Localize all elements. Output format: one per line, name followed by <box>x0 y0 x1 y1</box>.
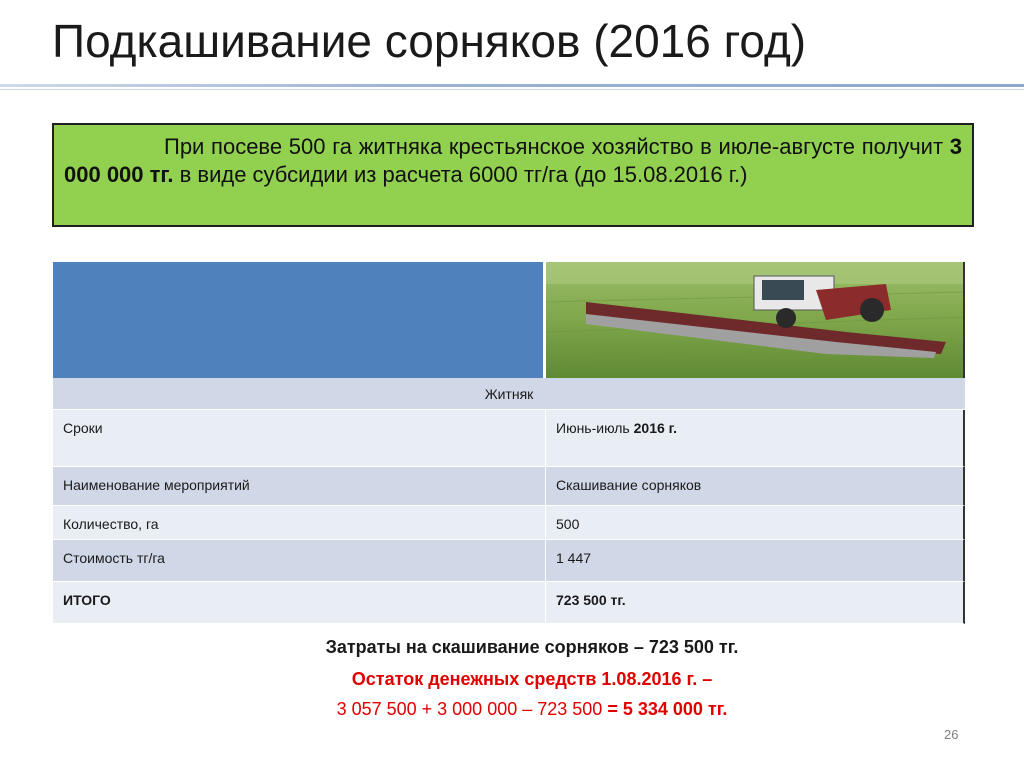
summary-costs: Затраты на скашивание сорняков – 723 500 тг. <box>325 637 739 657</box>
page-number: 26 <box>944 727 959 742</box>
row-value <box>546 506 965 540</box>
section-label: Житняк <box>484 385 534 402</box>
mowing-machine-image <box>546 262 965 378</box>
row-value <box>546 410 965 467</box>
row-value-text: Июнь-июль <box>556 420 634 436</box>
row-label: Сроки <box>53 410 546 467</box>
row-label: Наименование мероприятий <box>53 467 546 506</box>
table-section-row <box>53 378 965 410</box>
row-value-bold: 2016 г. <box>633 420 677 436</box>
calc-plain: 3 057 500 + 3 000 000 – 723 500 <box>336 699 608 719</box>
info-text-part1: При посеве 500 га житняка крестьянское хозяйство в июле-августе получит <box>164 134 950 159</box>
title-divider <box>0 84 1024 87</box>
row-label: Стоимость тг/га <box>53 540 546 582</box>
mowing-machine-photo <box>546 262 965 378</box>
title-divider-thin <box>0 89 1024 90</box>
table-header-row <box>53 262 965 378</box>
row-label: ИТОГО <box>53 582 546 624</box>
row-label: Количество, га <box>53 506 546 540</box>
info-amount: 3 000 000 тг. <box>64 134 962 187</box>
info-text-part2: в виде субсидии из расчета 6000 тг/га (до 15.08.2016 г.) <box>173 162 748 187</box>
table-header-blank-cell <box>53 262 546 378</box>
summary-balance: Остаток денежных средств 1.08.2016 г. – <box>351 669 713 689</box>
row-value-bold: 723 500 тг. <box>556 592 626 608</box>
table-total-row <box>53 582 965 624</box>
row-value <box>546 467 965 506</box>
summary-calculation <box>0 699 1024 720</box>
table-row <box>53 467 965 506</box>
table-row <box>53 540 965 582</box>
subsidy-info-box <box>52 123 974 227</box>
row-value-text: 500 <box>556 516 580 532</box>
table-row <box>53 506 965 540</box>
row-value-text: Скашивание сорняков <box>556 477 702 493</box>
calc-result: = 5 334 000 тг. <box>607 699 728 719</box>
table-row <box>53 410 965 467</box>
slide-title: Подкашивание сорняков (2016 год) <box>52 15 807 67</box>
row-value-text: 1 447 <box>556 550 592 566</box>
row-value <box>546 582 965 624</box>
cost-table <box>53 262 965 624</box>
row-value <box>546 540 965 582</box>
